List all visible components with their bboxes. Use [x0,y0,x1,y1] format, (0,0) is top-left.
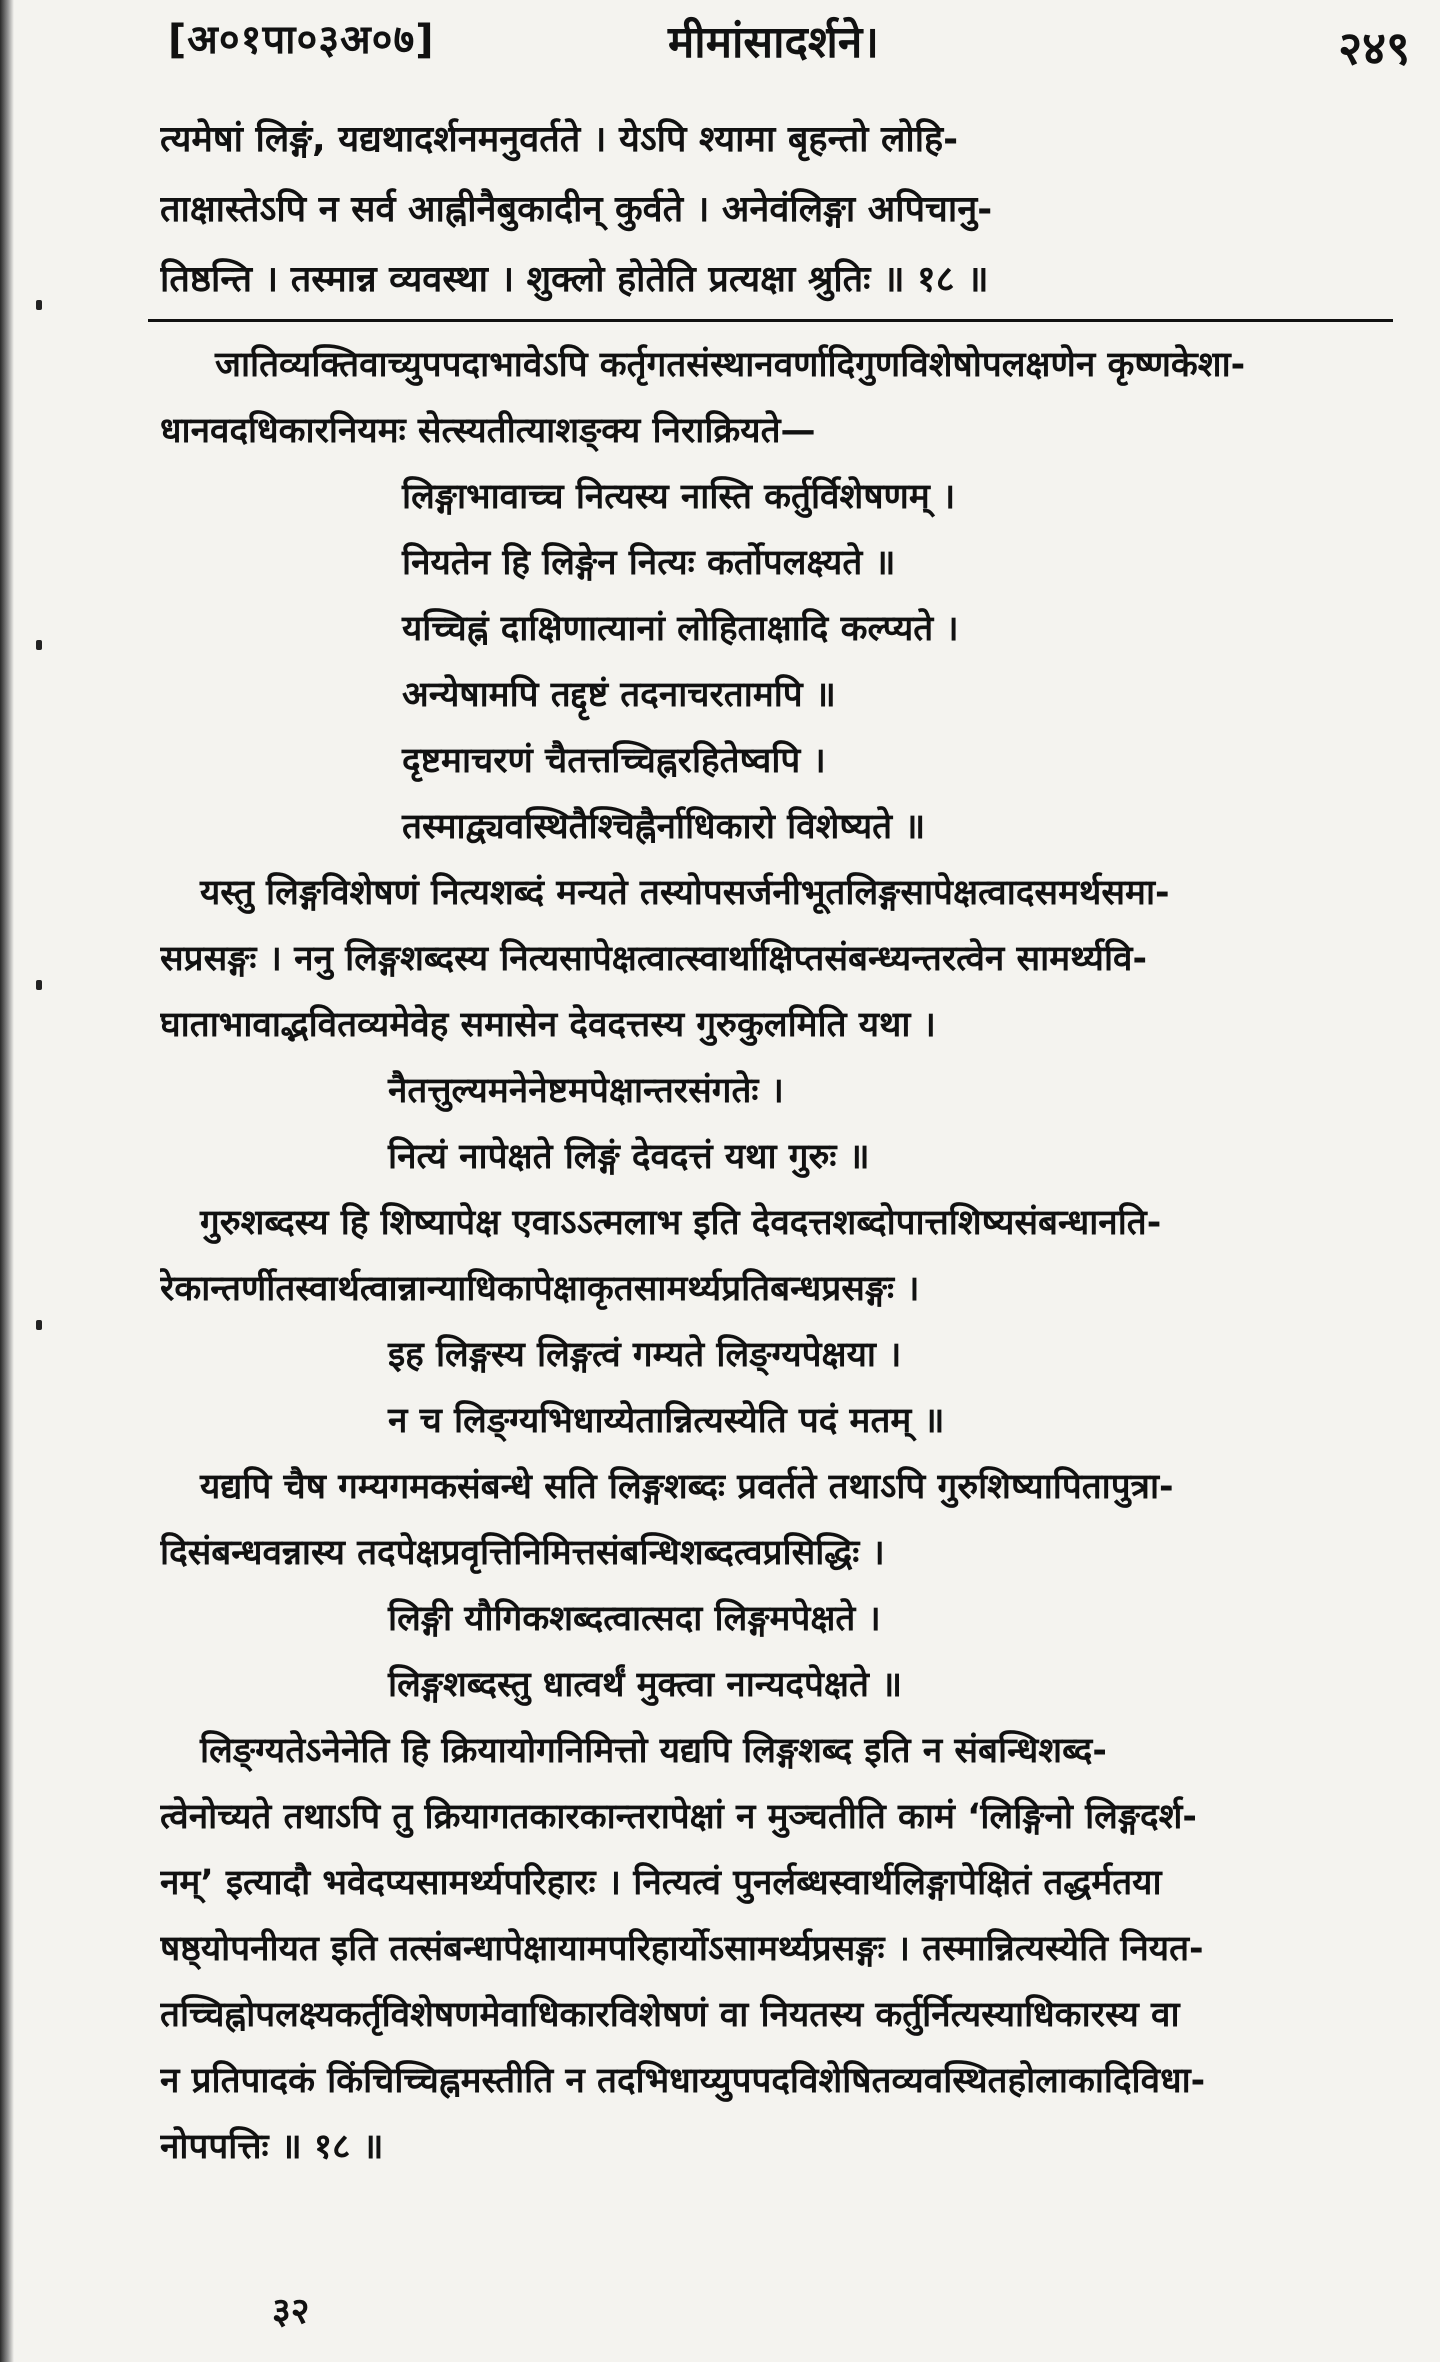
text-line: तच्चिह्नोपलक्ष्यकर्तृविशेषणमेवाधिकारविशेषणं वा नियतस्य कर्तुर्नित्यस्याधिकारस्य वा [160,1995,1180,2035]
chapter-reference: [अ०१पा०३अ०७] [168,17,435,63]
scan-speck [36,640,42,650]
text-line: नोपपत्तिः ॥ १८ ॥ [160,2127,384,2167]
text-line: तिष्ठन्ति । तस्मान्न व्यवस्था । शुक्लो होतेति प्रत्यक्षा श्रुतिः ॥ १८ ॥ [160,259,989,300]
text-line: यस्तु लिङ्गविशेषणं नित्यशब्दं मन्यते तस्योपसर्जनीभूतलिङ्गसापेक्षत्वादसमर्थसमा- [200,873,1170,913]
text-line: यद्यपि चैष गम्यगमकसंबन्धे सति लिङ्गशब्दः प्रवर्तते तथाऽपि गुरुशिष्यापितापुत्रा- [200,1467,1174,1507]
verse-line: दृष्टमाचरणं चैतत्तच्चिह्नरहितेष्वपि । [402,741,826,781]
text-line: नम्’ इत्यादौ भवेदप्यसामर्थ्यपरिहारः । नित्यत्वं पुनर्लब्धस्वार्थलिङ्गापेक्षितं तद्धर्मतया [160,1863,1162,1903]
text-line: सप्रसङ्गः । ननु लिङ्गशब्दस्य नित्यसापेक्षत्वात्स्वार्थाक्षिप्तसंबन्ध्यन्तरत्वेन सामर्थ्यवि- [160,939,1148,979]
text-line: ताक्षास्तेऽपि न सर्व आह्नीनैबुकादीन् कुर्वते । अनेवंलिङ्गा अपिचानु- [160,189,993,230]
verse-line: तस्माद्व्यवस्थितैश्चिह्नैर्नाधिकारो विशेष्यते ॥ [402,807,926,847]
text-line: धानवदधिकारनियमः सेत्स्यतीत्याशङ्क्य निराक्रियते— [160,411,816,451]
horizontal-rule [148,319,1393,322]
verse-line: लिङ्गशब्दस्तु धात्वर्थं मुक्त्वा नान्यदपेक्षते ॥ [388,1665,903,1705]
page-body [160,105,1400,2180]
scan-speck [36,300,42,310]
scan-speck [36,980,42,990]
verse-line: नैतत्तुल्यमनेनेष्टमपेक्षान्तरसंगतेः । [388,1071,784,1111]
verse-line: न च लिङ्ग्यभिधाय्येतान्नित्यस्येति पदं मतम् ॥ [388,1401,945,1441]
scan-speck [36,1320,42,1330]
text-line: दिसंबन्धवन्नास्य तदपेक्षप्रवृत्तिनिमित्तसंबन्धिशब्दत्वप्रसिद्धिः । [160,1533,885,1573]
signature-mark: ३२ [272,2291,310,2332]
commentary-text [160,332,1400,2180]
footnote-continuation [160,105,1400,315]
verse-line: नित्यं नापेक्षते लिङ्गं देवदत्तं यथा गुरुः ॥ [388,1137,870,1177]
text-line: घाताभावाद्भवितव्यमेवेह समासेन देवदत्तस्य गुरुकुलमिति यथा । [160,1005,936,1045]
text-line: गुरुशब्दस्य हि शिष्यापेक्ष एवाऽऽत्मलाभ इति देवदत्तशब्दोपात्तशिष्यसंबन्धानति- [200,1203,1162,1243]
verse-line: इह लिङ्गस्य लिङ्गत्वं गम्यते लिङ्ग्यपेक्षया । [388,1335,902,1375]
verse-line: नियतेन हि लिङ्गेन नित्यः कर्तोपलक्ष्यते ॥ [402,543,896,583]
verse-line: यच्चिह्नं दाक्षिणात्यानां लोहिताक्षादि कल्प्यते । [402,609,959,649]
text-line: रेकान्तर्णीतस्वार्थत्वान्नान्याधिकापेक्षाकृतसामर्थ्यप्रतिबन्धप्रसङ्गः । [160,1269,920,1309]
text-line: जातिव्यक्तिवाच्युपपदाभावेऽपि कर्तृगतसंस्थानवर्णादिगुणविशेषोपलक्षणेन कृष्णकेशा- [215,345,1246,385]
running-title: मीमांसादर्शने। [668,17,879,68]
text-line: लिङ्ग्यतेऽनेनेति हि क्रियायोगनिमित्तो यद्यपि लिङ्गशब्द इति न संबन्धिशब्द- [200,1731,1107,1771]
verse-line: लिङ्गाभावाच्च नित्यस्य नास्ति कर्तुर्विशेषणम् । [402,477,956,517]
text-line: त्वेनोच्यते तथाऽपि तु क्रियागतकारकान्तरापेक्षां न मुञ्चतीति कामं ‘लिङ्गिनो लिङ्गदर्श- [160,1797,1197,1837]
text-line: षष्ठ्योपनीयत इति तत्संबन्धापेक्षायामपरिहार्योऽसामर्थ्यप्रसङ्गः । तस्मान्नित्यस्येति नियत- [160,1929,1204,1969]
verse-line: लिङ्गी यौगिकशब्दत्वात्सदा लिङ्गमपेक्षते । [388,1599,881,1639]
running-header [168,10,1410,75]
page-edge-shadow [0,0,14,2362]
text-line: न प्रतिपादकं किंचिच्चिह्नमस्तीति न तदभिधाय्युपपदविशेषितव्यवस्थितहोलाकादिविधा- [160,2061,1206,2101]
text-line: त्यमेषां लिङ्गं, यद्यथादर्शनमनुवर्तते । येऽपि श्यामा बृहन्तो लोहि- [160,119,959,160]
page-number: २४९ [1338,21,1410,75]
verse-line: अन्येषामपि तद्दृष्टं तदनाचरतामपि ॥ [402,675,836,715]
